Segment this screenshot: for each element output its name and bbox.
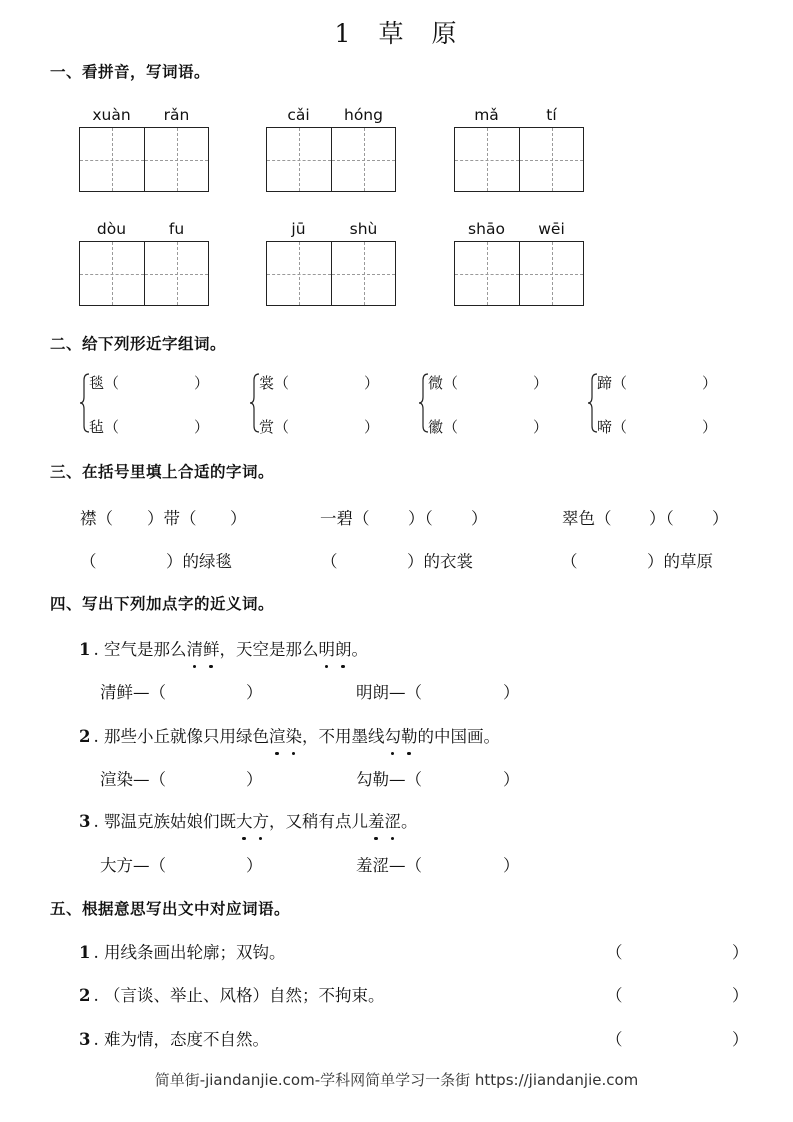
grid-cell[interactable] bbox=[267, 242, 331, 305]
dotted-char: 勾 bbox=[384, 723, 401, 747]
grid-cell[interactable] bbox=[80, 128, 144, 191]
grid-cell[interactable] bbox=[144, 128, 208, 191]
definition-text: . （言谈、举止、风格）自然；不拘束。 bbox=[93, 986, 385, 1005]
answer-label: 勾勒—（ bbox=[356, 770, 422, 789]
fill-text: ）带（ bbox=[147, 509, 197, 528]
pinyin-label: shù bbox=[349, 220, 378, 238]
definition-item bbox=[79, 982, 384, 1006]
answer-close: ） bbox=[503, 770, 520, 789]
writing-grid[interactable] bbox=[454, 127, 584, 192]
fill-text: ）（ bbox=[649, 509, 674, 528]
question-number: 2 bbox=[79, 727, 91, 746]
pair-char-bottom: 毡（ bbox=[89, 418, 120, 436]
dotted-char: 渲 bbox=[269, 723, 286, 747]
item-number: 3 bbox=[79, 1030, 91, 1049]
grid-cell[interactable] bbox=[144, 242, 208, 305]
writing-grid[interactable] bbox=[79, 241, 209, 306]
section5-heading: 五、根据意思写出文中对应词语。 bbox=[50, 900, 291, 918]
dotted-char: 朗 bbox=[335, 636, 352, 660]
answer-label: 渲染—（ bbox=[100, 770, 166, 789]
pinyin-label: tí bbox=[546, 106, 557, 124]
question-text: 。 bbox=[351, 640, 368, 659]
answer-close: ） bbox=[246, 770, 263, 789]
close-paren: ） bbox=[732, 986, 749, 1005]
answer-label: 明朗—（ bbox=[356, 683, 422, 702]
answer-label: 清鲜—（ bbox=[100, 683, 166, 702]
pinyin-label: wēi bbox=[538, 220, 565, 238]
question-text: ，天空是那么 bbox=[219, 640, 319, 659]
answer-label: 羞涩—（ bbox=[356, 856, 422, 875]
similar-char-pair bbox=[79, 372, 209, 436]
lesson-number: 1 bbox=[334, 19, 353, 48]
question-text: 的中国画。 bbox=[417, 727, 500, 746]
title-char-2: 原 bbox=[431, 19, 459, 48]
section2-heading: 二、给下列形近字组词。 bbox=[50, 335, 227, 353]
section4-heading: 四、写出下列加点字的近义词。 bbox=[50, 595, 275, 613]
pair-char-bottom: 赏（ bbox=[259, 418, 290, 436]
pair-char-bottom: 啼（ bbox=[597, 418, 628, 436]
question-1 bbox=[79, 636, 368, 660]
dotted-char: 勒 bbox=[401, 723, 418, 747]
pair-char-top: 裳（ bbox=[259, 374, 290, 392]
dotted-char: 方 bbox=[252, 808, 269, 832]
dotted-char: 明 bbox=[318, 636, 335, 660]
question-text: 。 bbox=[400, 812, 418, 831]
open-paren: （ bbox=[606, 943, 623, 962]
similar-char-pair bbox=[587, 372, 717, 436]
close-paren: ） bbox=[732, 1030, 749, 1049]
writing-grid[interactable] bbox=[266, 127, 396, 192]
title-char-1: 草 bbox=[378, 19, 406, 48]
item-number: 1 bbox=[79, 943, 91, 962]
close-paren: ） bbox=[193, 418, 209, 436]
dotted-char: 涩 bbox=[384, 808, 401, 832]
close-paren: ） bbox=[363, 418, 379, 436]
pair-char-top: 毯（ bbox=[89, 374, 120, 392]
pinyin-label: xuàn bbox=[92, 106, 131, 124]
similar-char-pair bbox=[418, 372, 548, 436]
fill-text: ）的绿毯 bbox=[166, 552, 232, 571]
pair-char-bottom: 徽（ bbox=[428, 418, 459, 436]
close-paren: ） bbox=[701, 374, 717, 392]
pinyin-label: jū bbox=[291, 220, 306, 238]
definition-text: . 难为情，态度不自然。 bbox=[93, 1030, 269, 1049]
close-paren: ） bbox=[532, 418, 548, 436]
item-number: 2 bbox=[79, 986, 91, 1005]
answer-close: ） bbox=[503, 856, 520, 875]
pinyin-label: mǎ bbox=[474, 106, 499, 124]
grid-cell[interactable] bbox=[331, 128, 395, 191]
fill-text: 翠色（ bbox=[562, 509, 612, 528]
question-text: ，又稍有点儿 bbox=[268, 812, 368, 831]
writing-grid[interactable] bbox=[79, 127, 209, 192]
dotted-char: 羞 bbox=[368, 808, 385, 832]
fill-text: 一碧（ bbox=[320, 509, 370, 528]
answer-close: ） bbox=[246, 856, 263, 875]
definition-item bbox=[79, 939, 285, 963]
question-text: . 那些小丘就像只用绿色 bbox=[93, 727, 269, 746]
pinyin-label: shāo bbox=[468, 220, 505, 238]
close-paren: ） bbox=[193, 374, 209, 392]
grid-cell[interactable] bbox=[455, 242, 519, 305]
pair-char-top: 微（ bbox=[428, 374, 459, 392]
pinyin-label: hóng bbox=[344, 106, 383, 124]
close-paren: ） bbox=[532, 374, 548, 392]
fill-text: （ bbox=[80, 552, 97, 571]
question-text: . 鄂温克族姑娘们既 bbox=[93, 812, 236, 831]
definition-item bbox=[79, 1026, 269, 1050]
question-text: . 空气是那么 bbox=[93, 640, 187, 659]
grid-cell[interactable] bbox=[519, 242, 583, 305]
pinyin-label: fu bbox=[168, 220, 185, 238]
dotted-char: 大 bbox=[236, 808, 253, 832]
question-text: ，不用墨线 bbox=[301, 727, 385, 746]
question-number: 3 bbox=[79, 812, 91, 831]
close-paren: ） bbox=[732, 943, 749, 962]
fill-text: ） bbox=[230, 509, 247, 528]
answer-label: 大方—（ bbox=[100, 856, 166, 875]
pinyin-label: cǎi bbox=[287, 106, 310, 124]
fill-text: ）的草原 bbox=[647, 552, 713, 571]
answer-close: ） bbox=[503, 683, 520, 702]
grid-cell[interactable] bbox=[331, 242, 395, 305]
definition-text: . 用线条画出轮廓；双钩。 bbox=[93, 943, 286, 962]
question-2 bbox=[79, 723, 500, 747]
grid-cell[interactable] bbox=[80, 242, 144, 305]
section1-heading: 一、看拼音，写词语。 bbox=[50, 63, 211, 81]
open-paren: （ bbox=[606, 986, 623, 1005]
fill-text: ） bbox=[471, 509, 488, 528]
fill-text: ）的衣裳 bbox=[407, 552, 473, 571]
question-3 bbox=[79, 808, 417, 832]
fill-text: ）（ bbox=[408, 509, 433, 528]
dotted-char: 鲜 bbox=[203, 636, 220, 660]
answer-close: ） bbox=[246, 683, 263, 702]
fill-text: ） bbox=[712, 509, 729, 528]
dotted-char: 清 bbox=[186, 636, 203, 660]
open-paren: （ bbox=[606, 1030, 623, 1049]
fill-text: （ bbox=[561, 552, 578, 571]
similar-char-pair bbox=[249, 372, 379, 436]
footer-watermark: 简单街-jiandanjie.com-学科网简单学习一条街 https://jiandanjie.com bbox=[154, 1071, 639, 1089]
writing-grid[interactable] bbox=[266, 241, 396, 306]
question-number: 1 bbox=[79, 640, 91, 659]
grid-cell[interactable] bbox=[519, 128, 583, 191]
writing-grid[interactable] bbox=[454, 241, 584, 306]
pair-char-top: 蹄（ bbox=[597, 374, 628, 392]
page-title bbox=[0, 14, 793, 50]
grid-cell[interactable] bbox=[455, 128, 519, 191]
fill-text: 襟（ bbox=[80, 509, 113, 528]
dotted-char: 染 bbox=[285, 723, 302, 747]
close-paren: ） bbox=[363, 374, 379, 392]
pinyin-label: rǎn bbox=[163, 106, 190, 124]
fill-text: （ bbox=[321, 552, 338, 571]
pinyin-label: dòu bbox=[96, 220, 127, 238]
close-paren: ） bbox=[701, 418, 717, 436]
grid-cell[interactable] bbox=[267, 128, 331, 191]
section3-heading: 三、在括号里填上合适的字词。 bbox=[50, 463, 275, 481]
